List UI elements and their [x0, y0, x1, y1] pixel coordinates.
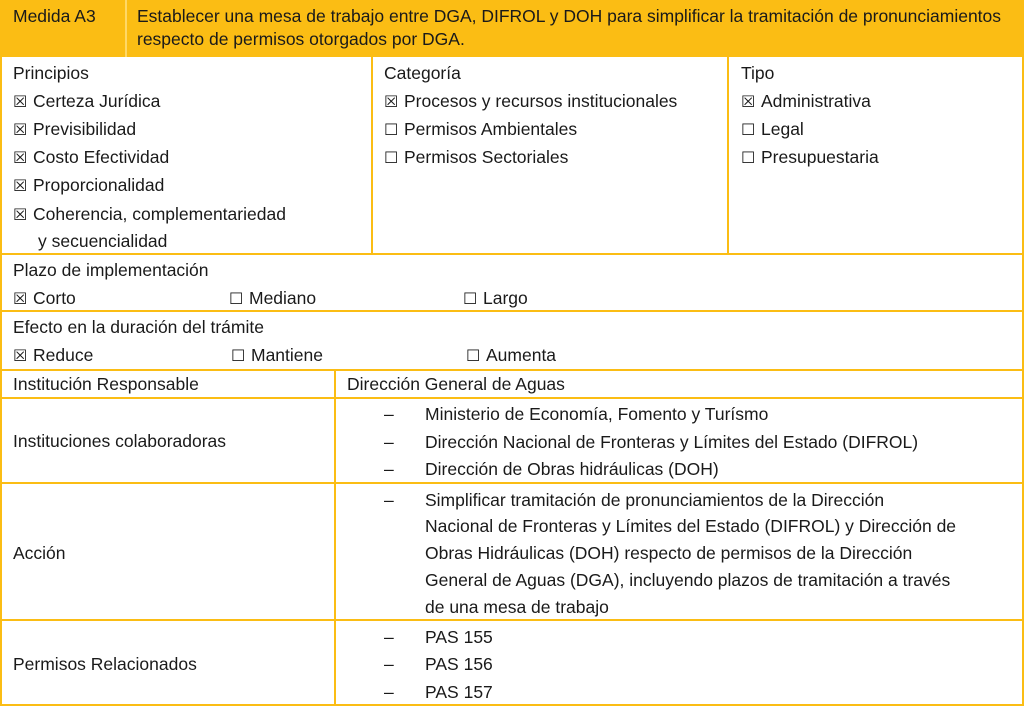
row-divider-colaboradoras [0, 397, 1024, 399]
checkbox-unchecked-icon: ☐ [466, 346, 481, 365]
permiso-item: PAS 155 [425, 627, 493, 647]
measure-title: Establecer una mesa de trabajo entre DGA, DIFROL y DOH para simplificar la tramitación de pronunciamientos respecto de permisos otorgados por DGA. [137, 6, 1002, 49]
checkbox-checked-icon: ☒ [741, 92, 756, 111]
outer-left-border [0, 57, 2, 706]
responsable-label: Institución Responsable [13, 374, 199, 394]
checkbox-unchecked-icon: ☐ [463, 289, 478, 308]
bullet-dash: – [384, 404, 394, 424]
colaboradora-item: Ministerio de Economía, Fomento y Turísmo [425, 404, 769, 424]
plazo-option: ☐ Largo [463, 288, 528, 308]
row-divider-plazo [0, 253, 1024, 255]
colaboradoras-label: Instituciones colaboradoras [13, 431, 227, 451]
checkbox-checked-icon: ☒ [384, 92, 399, 111]
bullet-dash: – [384, 627, 394, 647]
measure-header [0, 0, 1024, 57]
checkbox-unchecked-icon: ☐ [231, 346, 246, 365]
accion-line: Obras Hidráulicas (DOH) respecto de permisos de la Dirección [425, 543, 913, 563]
checkbox-checked-icon: ☒ [13, 205, 28, 224]
colaboradora-item: Dirección Nacional de Fronteras y Límites del Estado (DIFROL) [425, 432, 919, 452]
principios-heading: Principios [13, 63, 89, 83]
responsable-value: Dirección General de Aguas [347, 374, 565, 394]
col-divider-2 [727, 57, 729, 254]
plazo-option: ☐ Mediano [229, 288, 317, 308]
row-divider-efecto [0, 310, 1024, 312]
header-divider [125, 0, 127, 57]
tipo-item: ☐ Legal [741, 119, 804, 139]
bullet-dash: – [384, 654, 394, 674]
accion-line: Nacional de Fronteras y Límites del Estado (DIFROL) y Dirección de [425, 516, 957, 536]
categoria-item: ☐ Permisos Ambientales [384, 119, 578, 139]
categoria-item: ☒ Procesos y recursos institucionales [384, 91, 678, 111]
permisos-label: Permisos Relacionados [13, 654, 197, 674]
colaboradora-item: Dirección de Obras hidráulicas (DOH) [425, 459, 719, 479]
bullet-dash: – [384, 682, 394, 702]
plazo-heading: Plazo de implementación [13, 260, 209, 280]
efecto-option: ☐ Aumenta [466, 345, 557, 365]
permiso-item: PAS 157 [425, 682, 493, 702]
principio-item: ☒ Costo Efectividad [13, 147, 170, 167]
checkbox-unchecked-icon: ☐ [741, 148, 756, 167]
checkbox-unchecked-icon: ☐ [741, 120, 756, 139]
checkbox-checked-icon: ☒ [13, 120, 28, 139]
tipo-item: ☒ Administrativa [741, 91, 871, 111]
row-divider-accion [0, 482, 1024, 484]
tipo-heading: Tipo [741, 63, 775, 83]
efecto-option: ☐ Mantiene [231, 345, 323, 365]
accion-label: Acción [13, 543, 66, 563]
accion-line: Simplificar tramitación de pronunciamientos de la Dirección [425, 490, 885, 510]
plazo-option: ☒ Corto [13, 288, 76, 308]
checkbox-checked-icon: ☒ [13, 346, 28, 365]
bullet-dash: – [384, 490, 394, 510]
accion-line: de una mesa de trabajo [425, 597, 609, 617]
principio-item: ☒ Certeza Jurídica [13, 91, 161, 111]
accion-line: General de Aguas (DGA), incluyendo plazos de tramitación a través [425, 570, 951, 590]
checkbox-checked-icon: ☒ [13, 148, 28, 167]
efecto-option: ☒ Reduce [13, 345, 94, 365]
principio-item: ☒ Proporcionalidad [13, 175, 165, 195]
principio-item: ☒ Previsibilidad [13, 119, 137, 139]
checkbox-unchecked-icon: ☐ [384, 148, 399, 167]
measure-code: Medida A3 [13, 6, 96, 26]
label-value-divider [334, 369, 336, 706]
principio-item-continuation: y secuencialidad [38, 231, 168, 251]
row-divider-responsable [0, 369, 1024, 371]
row-divider-permisos [0, 619, 1024, 621]
checkbox-checked-icon: ☒ [13, 176, 28, 195]
checkbox-unchecked-icon: ☐ [384, 120, 399, 139]
bullet-dash: – [384, 459, 394, 479]
tipo-item: ☐ Presupuestaria [741, 147, 879, 167]
categoria-item: ☐ Permisos Sectoriales [384, 147, 569, 167]
checkbox-unchecked-icon: ☐ [229, 289, 244, 308]
efecto-heading: Efecto en la duración del trámite [13, 317, 264, 337]
checkbox-checked-icon: ☒ [13, 289, 28, 308]
categoria-heading: Categoría [384, 63, 461, 83]
principio-item: ☒ Coherencia, complementariedad [13, 204, 286, 224]
checkbox-checked-icon: ☒ [13, 92, 28, 111]
col-divider-1 [371, 57, 373, 254]
permiso-item: PAS 156 [425, 654, 493, 674]
bullet-dash: – [384, 432, 394, 452]
